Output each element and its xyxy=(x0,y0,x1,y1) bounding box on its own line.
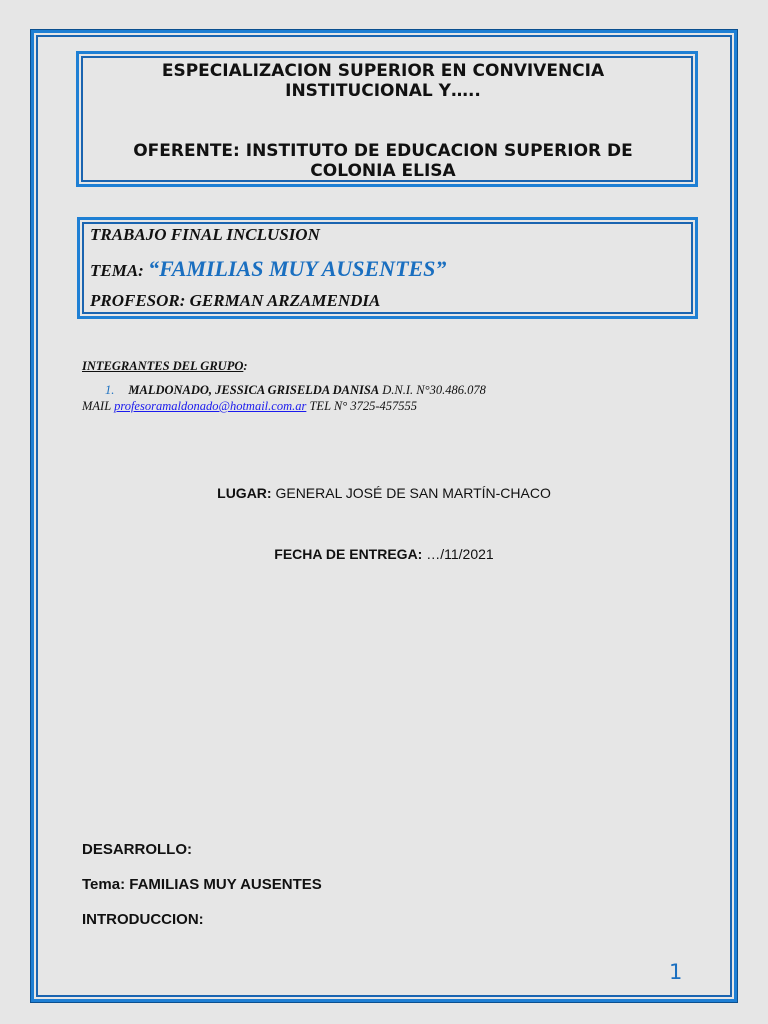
member-name: MALDONADO, JESSICA GRISELDA DANISA xyxy=(128,383,380,397)
header-line-4: COLONIA ELISA xyxy=(310,161,456,181)
fecha-line xyxy=(31,546,737,562)
header-line-2: INSTITUCIONAL Y….. xyxy=(285,81,481,101)
lugar-label: LUGAR: xyxy=(217,485,272,501)
tema-line xyxy=(90,256,446,282)
mail-link[interactable]: profesoramaldonado@hotmail.com.ar xyxy=(114,399,307,413)
group-heading-suffix: : xyxy=(243,359,248,373)
introduccion-heading: INTRODUCCION: xyxy=(82,911,204,928)
work-title: TRABAJO FINAL INCLUSION xyxy=(90,225,320,244)
group-heading xyxy=(82,359,248,374)
contact-line xyxy=(82,399,417,414)
member-line xyxy=(105,383,486,398)
tel-value: TEL N° 3725-457555 xyxy=(306,399,418,413)
tema-value: “FAMILIAS MUY AUSENTES” xyxy=(148,256,447,281)
page-number: 1 xyxy=(669,960,683,984)
desarrollo-heading: DESARROLLO: xyxy=(82,841,192,858)
tema-label: TEMA: xyxy=(90,261,149,280)
lugar-value: GENERAL JOSÉ DE SAN MARTÍN-CHACO xyxy=(271,485,551,501)
header-line-1: ESPECIALIZACION SUPERIOR EN CONVIVENCIA xyxy=(161,61,605,81)
group-heading-text: INTEGRANTES DEL GRUPO xyxy=(82,359,244,373)
profesor-line: PROFESOR: GERMAN ARZAMENDIA xyxy=(90,291,381,310)
fecha-label: FECHA DE ENTREGA: xyxy=(274,546,423,562)
tema-heading: Tema: FAMILIAS MUY AUSENTES xyxy=(82,876,322,893)
fecha-value: …/11/2021 xyxy=(422,546,494,562)
mail-label: MAIL xyxy=(82,399,115,413)
member-number: 1. xyxy=(105,383,115,397)
header-line-3: OFERENTE: INSTITUTO DE EDUCACION SUPERIOR DE xyxy=(133,141,633,161)
lugar-line xyxy=(31,485,737,501)
member-dni: D.N.I. N°30.486.078 xyxy=(379,383,486,397)
